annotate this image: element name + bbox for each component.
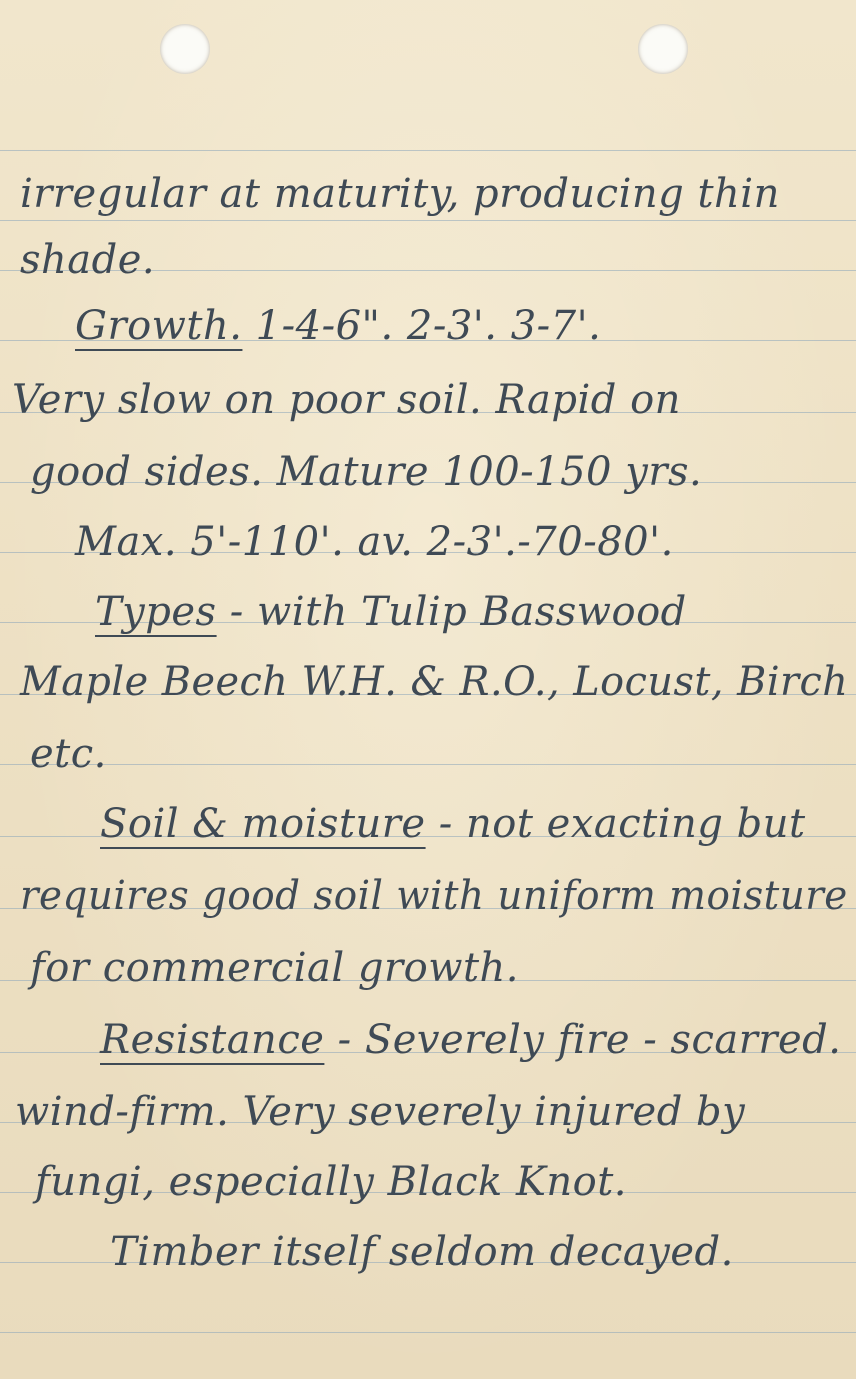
text-line-11: requires good soil with uniform moisture: [20, 873, 848, 919]
text-line-7: Types - with Tulip Basswood: [95, 589, 687, 635]
heading-soil-moisture: Soil & moisture: [100, 801, 426, 847]
text-line-12: for commercial growth.: [30, 945, 520, 991]
ruled-line: [0, 220, 856, 221]
text-line-4: Very slow on poor soil. Rapid on: [12, 377, 681, 423]
text-line-13: Resistance - Severely fire - scarred.: [100, 1017, 842, 1063]
heading-types: Types: [95, 589, 217, 635]
text-line-3: Growth. 1-4-6". 2-3'. 3-7'.: [75, 303, 602, 349]
punch-hole-left: [160, 24, 210, 74]
punch-hole-right: [638, 24, 688, 74]
text-line-2: shade.: [20, 237, 156, 283]
ruled-line: [0, 764, 856, 765]
text-line-8: Maple Beech W.H. & R.O., Locust, Birch: [20, 659, 849, 705]
text-line-16: Timber itself seldom decayed.: [110, 1229, 734, 1275]
ruled-line: [0, 150, 856, 151]
heading-growth: Growth.: [75, 303, 243, 349]
text-line-10: Soil & moisture - not exacting but: [100, 801, 806, 847]
text-line-14: wind-firm. Very severely injured by: [15, 1089, 746, 1135]
heading-resistance: Resistance: [100, 1017, 325, 1063]
text-line-5: good sides. Mature 100-150 yrs.: [30, 449, 703, 495]
text-line-15: fungi, especially Black Knot.: [35, 1159, 627, 1205]
text-line-6: Max. 5'-110'. av. 2-3'.-70-80'.: [75, 519, 674, 565]
ruled-line: [0, 1332, 856, 1333]
text-line-1: irregular at maturity, producing thin: [20, 171, 780, 217]
text-line-9: etc.: [30, 731, 107, 777]
